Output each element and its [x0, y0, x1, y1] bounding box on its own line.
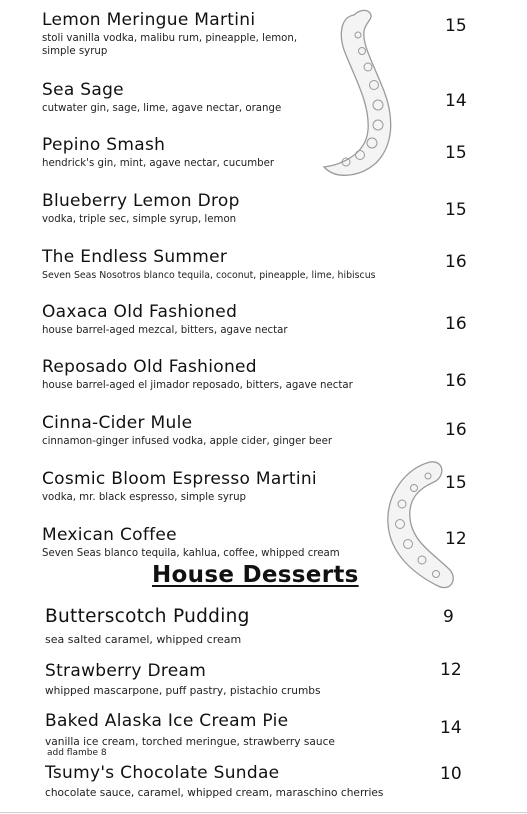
menu-item-blueberry-lemon-drop [42, 191, 240, 226]
item-price: 14 [445, 91, 467, 111]
item-name: Reposado Old Fashioned [42, 357, 257, 377]
menu-item-chocolate-sundae [45, 763, 383, 800]
item-price: 9 [443, 607, 454, 627]
item-name: Mexican Coffee [42, 525, 177, 545]
menu-item-butterscotch-pudding [45, 606, 250, 646]
item-name: Baked Alaska Ice Cream Pie [45, 711, 289, 731]
item-description: sea salted caramel, whipped cream [45, 633, 242, 646]
menu-item-endless-summer [42, 247, 376, 282]
item-description: house barrel-aged mezcal, bitters, agave nectar [42, 325, 288, 336]
item-description: Seven Seas blanco tequila, kahlua, coffee, whipped cream [42, 548, 340, 559]
item-description: cutwater gin, sage, lime, agave nectar, orange [42, 103, 282, 114]
item-description: vodka, triple sec, simple syrup, lemon [42, 214, 237, 225]
menu-item-sea-sage [42, 80, 281, 115]
item-description: cinnamon-ginger infused vodka, apple cider, ginger beer [42, 436, 333, 447]
page-bottom-divider [0, 812, 527, 813]
item-name: Lemon Meringue Martini [42, 10, 256, 30]
menu-item-cinna-cider-mule [42, 413, 332, 448]
section-title-house-desserts: House Desserts [152, 562, 359, 588]
item-description: vanilla ice cream, torched meringue, strawberry sauce [45, 736, 335, 748]
item-name: Tsumy's Chocolate Sundae [45, 763, 280, 783]
item-addon: add flambe 8 [47, 748, 107, 758]
item-price: 16 [445, 420, 467, 440]
item-price: 12 [440, 660, 462, 680]
menu-item-strawberry-dream [45, 661, 321, 698]
item-price: 15 [445, 143, 467, 163]
item-price: 12 [445, 529, 467, 549]
menu-item-mexican-coffee [42, 525, 340, 560]
item-price: 10 [440, 764, 462, 784]
item-name: Oaxaca Old Fashioned [42, 302, 238, 322]
item-price: 16 [445, 252, 467, 272]
item-name: Butterscotch Pudding [45, 606, 250, 627]
menu-item-pepino-smash [42, 135, 274, 170]
item-name: Cinna-Cider Mule [42, 413, 193, 433]
item-description: chocolate sauce, caramel, whipped cream, maraschino cherries [45, 787, 384, 799]
item-name: Blueberry Lemon Drop [42, 191, 240, 211]
item-name: Cosmic Bloom Espresso Martini [42, 469, 317, 489]
item-price: 15 [445, 200, 467, 220]
item-description: Seven Seas Nosotros blanco tequila, coconut, pineapple, lime, hibiscus [42, 270, 376, 281]
item-name: Pepino Smash [42, 135, 166, 155]
item-description-cont: simple syrup [42, 46, 108, 57]
item-price: 15 [445, 473, 467, 493]
item-price: 15 [445, 16, 467, 36]
item-name: Sea Sage [42, 80, 124, 100]
tentacle-top-illustration [310, 5, 420, 195]
item-description: hendrick's gin, mint, agave nectar, cucumber [42, 158, 275, 169]
item-price: 14 [440, 718, 462, 738]
item-description: house barrel-aged el jimador reposado, bitters, agave nectar [42, 380, 353, 391]
item-name: The Endless Summer [42, 247, 228, 267]
menu-item-oaxaca-old-fashioned [42, 302, 288, 337]
item-price: 16 [445, 314, 467, 334]
item-description: vodka, mr. black espresso, simple syrup [42, 492, 247, 503]
item-price: 16 [445, 371, 467, 391]
menu-item-cosmic-bloom-espresso-martini [42, 469, 317, 504]
item-description: stoli vanilla vodka, malibu rum, pineapple, lemon, [42, 33, 298, 44]
item-name: Strawberry Dream [45, 661, 207, 681]
menu-item-baked-alaska [45, 711, 335, 758]
menu-item-reposado-old-fashioned [42, 357, 353, 392]
menu-item-lemon-meringue-martini [42, 10, 297, 58]
item-description: whipped mascarpone, puff pastry, pistachio crumbs [45, 685, 321, 697]
